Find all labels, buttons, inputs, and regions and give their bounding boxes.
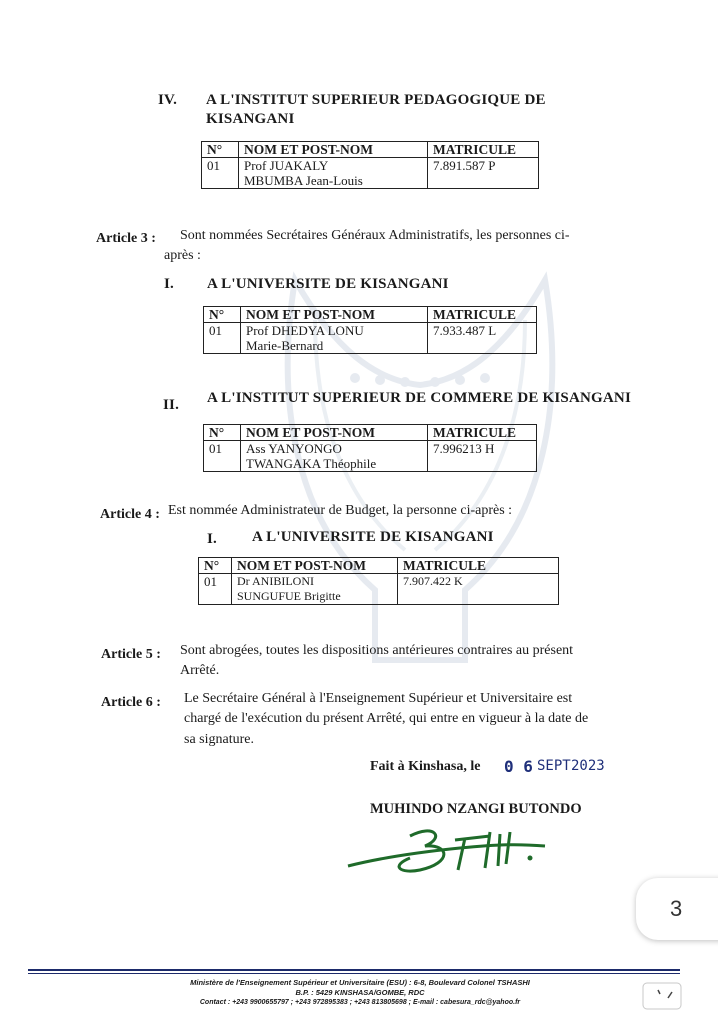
section-iv-numeral: IV. xyxy=(158,92,178,108)
footer-contact-line: Contact : +243 9900655797 ; +243 972895383 ; +243 813805698 ; E-mail : cabesura_rdc@yahoo.fr xyxy=(199,999,521,1006)
name-line2: Marie-Bernard xyxy=(246,338,324,353)
col-header-name: NOM ET POST-NOM xyxy=(241,307,428,323)
col-header-no: N° xyxy=(199,558,232,574)
cell-no: 01 xyxy=(204,441,241,472)
name-line2: SUNGUFUE Brigitte xyxy=(237,589,341,603)
cell-matricule: 7.996213 H xyxy=(428,441,537,472)
article3-text-line2: après : xyxy=(164,248,201,263)
cell-matricule: 7.891.587 P xyxy=(428,158,539,189)
section-iv-title-line2: KISANGANI xyxy=(206,111,295,127)
table-iscom-kisangani xyxy=(203,424,537,472)
table-row xyxy=(202,158,539,189)
footer-rule-top xyxy=(28,969,680,971)
article5-label: Article 5 : xyxy=(101,647,161,662)
table-row xyxy=(204,441,537,472)
article3-label: Article 3 : xyxy=(96,231,156,246)
cell-name xyxy=(241,323,428,354)
cell-matricule: 7.933.487 L xyxy=(428,323,537,354)
signature xyxy=(340,818,560,880)
article6-label: Article 6 : xyxy=(101,695,161,710)
col-header-no: N° xyxy=(204,425,241,441)
col-header-matricule: MATRICULE xyxy=(398,558,559,574)
article4-text: Est nommée Administrateur de Budget, la personne ci-après : xyxy=(168,503,513,518)
footer-address-line2: B.P. : 5429 KINSHASA/GOMBE, RDC xyxy=(295,988,425,997)
name-line1: Ass YANYONGO xyxy=(246,441,342,456)
section-i-numeral: I. xyxy=(164,276,174,292)
section-ii-numeral: II. xyxy=(163,397,180,413)
date-stamp-year: 2023 xyxy=(571,758,605,774)
date-stamp-month: SEPT xyxy=(537,758,571,774)
cell-name xyxy=(232,574,398,605)
table-row xyxy=(204,323,537,354)
article6-text-line3: sa signature. xyxy=(184,732,254,747)
section-i-title-budget: A L'UNIVERSITE DE KISANGANI xyxy=(252,529,494,545)
name-line2: MBUMBA Jean-Louis xyxy=(244,173,363,188)
table-isp-kisangani xyxy=(201,141,539,189)
cell-name xyxy=(241,441,428,472)
article5-text-line1: Sont abrogées, toutes les dispositions antérieures contraires au présent xyxy=(180,643,574,658)
col-header-matricule: MATRICULE xyxy=(428,425,537,441)
name-line1: Dr ANIBILONI xyxy=(237,574,314,588)
section-i-title: A L'UNIVERSITE DE KISANGANI xyxy=(207,276,449,292)
table-unikis-budget xyxy=(198,557,559,605)
table-unikis-sga xyxy=(203,306,537,354)
section-iv-title-line1: A L'INSTITUT SUPERIEUR PEDAGOGIQUE DE xyxy=(206,92,546,108)
cell-no: 01 xyxy=(202,158,239,189)
article5-text-line2: Arrêté. xyxy=(180,663,220,678)
section-i-numeral-budget: I. xyxy=(207,531,217,547)
cell-no: 01 xyxy=(204,323,241,354)
date-stamp-day: 0 6 xyxy=(504,757,533,776)
col-header-no: N° xyxy=(202,142,239,158)
cell-matricule: 7.907.422 K xyxy=(398,574,559,605)
col-header-name: NOM ET POST-NOM xyxy=(241,425,428,441)
signatory-name: MUHINDO NZANGI BUTONDO xyxy=(370,801,582,817)
col-header-name: NOM ET POST-NOM xyxy=(232,558,398,574)
page-number-badge xyxy=(636,878,718,940)
col-header-no: N° xyxy=(204,307,241,323)
col-header-matricule: MATRICULE xyxy=(428,142,539,158)
name-line1: Prof JUAKALY xyxy=(244,158,329,173)
page-number: 3 xyxy=(670,896,683,921)
article6-text-line2: chargé de l'exécution du présent Arrêté, qui entre en vigueur à la date de xyxy=(184,711,589,726)
article4-label: Article 4 : xyxy=(100,507,160,522)
col-header-matricule: MATRICULE xyxy=(428,307,537,323)
paraph-icon xyxy=(642,982,682,1010)
closing-place-date-label: Fait à Kinshasa, le xyxy=(370,759,481,774)
article3-text-line1: Sont nommées Secrétaires Généraux Administratifs, les personnes ci- xyxy=(180,228,570,243)
name-line2: TWANGAKA Théophile xyxy=(246,456,377,471)
col-header-name: NOM ET POST-NOM xyxy=(239,142,428,158)
footer-address-line1: Ministère de l'Enseignement Supérieur et Universitaire (ESU) : 6-8, Boulevard Colonel TSHASHI xyxy=(190,978,530,987)
footer-rule-bottom xyxy=(28,973,680,974)
cell-name xyxy=(239,158,428,189)
table-row xyxy=(199,574,559,605)
name-line1: Prof DHEDYA LONU xyxy=(246,323,364,338)
cell-no: 01 xyxy=(199,574,232,605)
article6-text-line1: Le Secrétaire Général à l'Enseignement Supérieur et Universitaire est xyxy=(184,691,573,706)
section-ii-title: A L'INSTITUT SUPERIEUR DE COMMERE DE KISANGANI xyxy=(207,390,631,406)
